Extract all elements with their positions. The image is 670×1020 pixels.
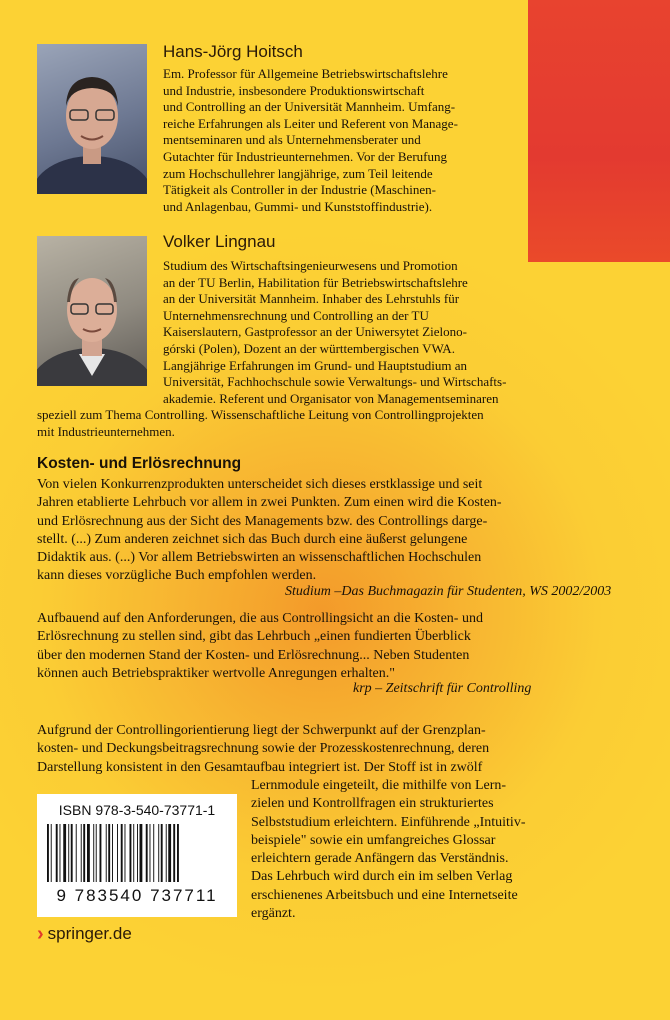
- author-photo-hoitsch: [37, 44, 147, 194]
- author-name-lingnau: Volker Lingnau: [163, 232, 276, 251]
- publisher-url: springer.de: [47, 924, 132, 943]
- barcode-bars: [47, 824, 227, 882]
- author-bio-lingnau-wide: speziell zum Thema Controlling. Wissenschaftliche Leitung von Controllingprojekten mit Industrieunternehmen.: [37, 407, 484, 439]
- author-name-hoitsch: Hans-Jörg Hoitsch: [163, 42, 303, 61]
- book-description-narrow: Lernmodule eingeteilt, die mithilfe von Lern- zielen und Kontrollfragen ein strukturiertes Selbststudium erleichtern. Einführende „Intuitiv- beispiele" sowie ein umfangreiches Glossar erleichtern gerade Anfängern das Verständnis. Das Lehrbuch wird durch ein im selben Verlag erschienenes Arbeitsbuch und eine Internetseite ergänzt.: [251, 778, 526, 922]
- review-krp: Aufbauend auf den Anforderungen, die aus Controllingsicht an die Kosten- und Erlösrechnung zu stellen sind, gibt das Lehrbuch „einen fundierten Überblick über den modernen Stand der Kosten- und Erlösrechnung... Neben Studenten können auch Betriebspraktiker wertvolle Anregungen erhalten.": [37, 611, 483, 681]
- barcode-digits: 9 783540 737711: [56, 886, 218, 905]
- review-studium-source: Studium –Das Buchmagazin für Studenten, WS 2002/2003: [285, 584, 612, 599]
- author-bio-lingnau-narrow: Studium des Wirtschaftsingenieurwesens und Promotion an der TU Berlin, Habilitation für Betriebswirtschaftslehre an der Universität Mannheim. Inhaber des Lehrstuhls für Unternehmensrechnung und Controlling an der TU Kaiserslautern, Gastprofessor an der Uniwersytet Zielono- górski (Polen), Dozent an der württembergischen VWA. Langjährige Erfahrungen im Grund- und Hauptstudium an Universität, Fachhochschule sowie Verwaltungs- und Wirtschafts- akademie. Referent und Organisator von Managementseminaren: [163, 258, 507, 406]
- book-title: Kosten- und Erlösrechnung: [37, 455, 242, 472]
- author-photo-lingnau: [37, 236, 147, 386]
- review-studium: Von vielen Konkurrenzprodukten unterscheidet sich dieses erstklassige und seit Jahren etablierte Lehrbuch vor allem in zwei Punkten. Zum einen wird die Kosten- und Erlösrechnung aus der Sicht des Managements bzw. des Controllings darge- stellt. (...) Zum anderen zeichnet sich das Buch durch eine äußerst gelungene Didaktik aus. (...) Vor allem Betriebswirten an wissenschaftlichen Hochschulen kann dieses vorzügliche Buch empfohlen werden.: [37, 477, 502, 584]
- chevron-right-icon: ›: [37, 923, 44, 945]
- isbn-number: ISBN 978-3-540-73771-1: [58, 802, 216, 818]
- isbn-barcode: [37, 794, 237, 917]
- book-description-wide: Aufgrund der Controllingorientierung liegt der Schwerpunkt auf der Grenzplan- kosten- und Deckungsbeitragsrechnung sowie der Prozesskostenrechnung, deren Darstellung konsistent in den Gesamtaufbau integriert ist. Der Stoff ist in zwölf: [37, 723, 490, 775]
- author-bio-hoitsch: Em. Professor für Allgemeine Betriebswirtschaftslehre und Industrie, insbesondere Produktionswirtschaft und Controlling an der Universität Mannheim. Umfang- reiche Erfahrungen als Leiter und Referent von Manage- mentseminaren und als Unternehmensberater und Gutachter für Industrieunternehmen. Vor der Berufung zum Hochschullehrer langjährige, zum Teil leitende Tätigkeit als Controller in der Industrie (Maschinen- und Anlagenbau, Gummi- und Kunststoffindustrie).: [163, 66, 458, 214]
- review-krp-source: krp – Zeitschrift für Controlling: [353, 681, 532, 696]
- publisher-link[interactable]: [37, 924, 132, 944]
- red-accent-bar: [528, 0, 670, 262]
